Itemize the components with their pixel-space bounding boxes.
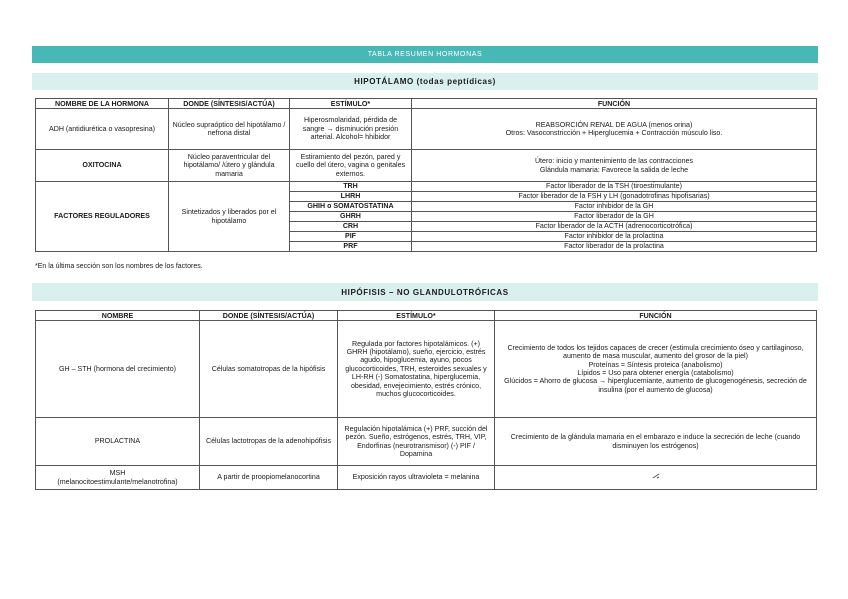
factor-code: TRH xyxy=(290,182,412,192)
factor-funcion: Factor liberador de la prolactina xyxy=(412,242,817,252)
prolactina-donde: Células lactotropas de la adenohipófisis xyxy=(200,418,338,466)
hipofisis-heading: HIPÓFISIS – NO GLANDULOTRÓFICAS xyxy=(341,287,509,297)
table-header-row xyxy=(36,99,817,109)
hipofisis-table xyxy=(35,310,817,490)
adh-name: ADH (antidiurética o vasopresina) xyxy=(36,109,169,150)
oxitocina-funcion-mama: Glándula mamaria: Favorece la salida de leche xyxy=(539,165,689,174)
col-header: NOMBRE xyxy=(36,311,200,321)
factor-funcion: Factor inhibidor de la GH xyxy=(412,202,817,212)
factores-donde: Sintetizados y liberados por el hipotálamo xyxy=(169,182,290,252)
main-title: TABLA RESUMEN HORMONAS xyxy=(367,51,483,58)
table-row xyxy=(36,109,817,150)
msh-name-abbr: MSH xyxy=(109,469,126,478)
col-header: FUNCIÓN xyxy=(495,311,817,321)
factor-funcion: Factor liberador de la ACTH (adrenocorticotrófica) xyxy=(412,222,817,232)
adh-funcion-main: REABSORCIÓN RENAL DE AGUA (menos orina) xyxy=(535,120,693,129)
oxitocina-donde: Núcleo paraventricular del hipotálamo/ /útero y glándula mamaria xyxy=(169,150,290,182)
col-header: DONDE (SÍNTESIS/ACTÚA) xyxy=(200,311,338,321)
gh-funcion-glucidos: Glúcidos = Ahorro de glucosa → hiperglucemiante, aumento de glucogenogénesis, secreción de insulina (por el aumento de glucosa) xyxy=(504,377,807,394)
adh-funcion xyxy=(412,109,817,150)
col-header: ESTÍMULO* xyxy=(338,311,495,321)
factores-name: FACTORES REGULADORES xyxy=(36,182,169,252)
factor-funcion: Factor liberador de la GH xyxy=(412,212,817,222)
oxitocina-funcion xyxy=(412,150,817,182)
msh-donde: A partir de proopiomelanocortina xyxy=(200,466,338,490)
footnote: *En la última sección son los nombres de los factores. xyxy=(35,263,203,270)
gh-funcion xyxy=(495,321,817,418)
adh-estimulo: Hiperosmolaridad, pérdida de sangre → disminución presión arterial. Alcohol= hhibidor xyxy=(290,109,412,150)
col-header: DONDE (SÍNTESIS/ACTÚA) xyxy=(169,99,290,109)
main-title-band xyxy=(32,46,818,63)
table-header-row xyxy=(36,311,817,321)
msh-estimulo: Exposición rayos ultravioleta = melanina xyxy=(338,466,495,490)
prolactina-estimulo: Regulación hipotalámica (+) PRF, succión del pezón. Sueño, estrógenos, estrés, TRH, VIP, Endorfinas (neurotransmisor) (-) PIF / Dopamina xyxy=(338,418,495,466)
prolactina-funcion: Crecimiento de la glándula mamaria en el embarazo e induce la secreción de leche (cuando disminuyen los estrógenos) xyxy=(495,418,817,466)
msh-name xyxy=(36,466,200,490)
col-header: ESTÍMULO* xyxy=(290,99,412,109)
gh-funcion-proteinas: Proteínas = Síntesis proteica (anabolismo) xyxy=(588,360,723,369)
oxitocina-funcion-utero: Útero: inicio y mantenimiento de las contracciones xyxy=(534,157,694,166)
factor-funcion: Factor liberador de la TSH (tiroestimulante) xyxy=(412,182,817,192)
hipotalamo-heading: HIPOTÁLAMO (todas peptídicas) xyxy=(354,77,496,86)
factor-code: GHRH xyxy=(290,212,412,222)
msh-funcion xyxy=(495,466,817,490)
gh-funcion-lipidos: Lípidos = Uso para obtener energía (catabolismo) xyxy=(577,369,734,377)
factor-code: PIF xyxy=(290,232,412,242)
gh-funcion-crecimiento: Crecimiento de todos los tejidos capaces de crecer (estimula crecimiento óseo y cartilaginoso, aumento de masa muscular, aumento del grosor de la piel) xyxy=(507,343,804,361)
col-header: NOMBRE DE LA HORMONA xyxy=(36,99,169,109)
factor-code: GHIH o SOMATOSTATINA xyxy=(290,202,412,212)
factor-funcion: Factor inhibidor de la prolactina xyxy=(412,232,817,242)
adh-donde: Núcleo supraóptico del hipotálamo / nefrona distal xyxy=(169,109,290,150)
col-header: FUNCIÓN xyxy=(412,99,817,109)
adh-funcion-otros: Otros: Vasoconstricción + Hiperglucemia + Contracción músculo liso. xyxy=(505,129,723,137)
table-row xyxy=(36,150,817,182)
hipotalamo-table xyxy=(35,98,817,252)
table-row xyxy=(36,182,817,192)
factor-code: LHRH xyxy=(290,192,412,202)
oxitocina-name: OXITOCINA xyxy=(36,150,169,182)
factor-code: CRH xyxy=(290,222,412,232)
hipotalamo-heading-band xyxy=(32,73,818,90)
gh-estimulo: Regulada por factores hipotalámicos. (+) GHRH (hipotálamo), sueño, ejercicio, estrés agudo, hipoglucemia, ayuno, pocos glucocorticoides, TRH, esteroides sexuales y LH-RH (-) Somatostatina, hiperglucemia, obesidad, envejecimiento, estrés crónico, muchos glucocorticoides. xyxy=(338,321,495,418)
table-row xyxy=(36,466,817,490)
oxitocina-estimulo: Estiramiento del pezón, pared y cuello del útero, vagina o genitales externos. xyxy=(290,150,412,182)
factor-funcion: Factor liberador de la FSH y LH (gonadotrofinas hipofisarias) xyxy=(412,192,817,202)
gh-donde: Células somatotropas de la hipófisis xyxy=(200,321,338,418)
prolactina-name: PROLACTINA xyxy=(36,418,200,466)
table-row xyxy=(36,418,817,466)
gh-name: GH – STH (hormona del crecimiento) xyxy=(36,321,200,418)
sparkle-icon xyxy=(651,473,661,483)
factor-code: PRF xyxy=(290,242,412,252)
hipofisis-heading-band xyxy=(32,283,818,301)
msh-name-full: (melanocitoestimulante/melanotrofina) xyxy=(57,477,178,486)
table-row xyxy=(36,321,817,418)
